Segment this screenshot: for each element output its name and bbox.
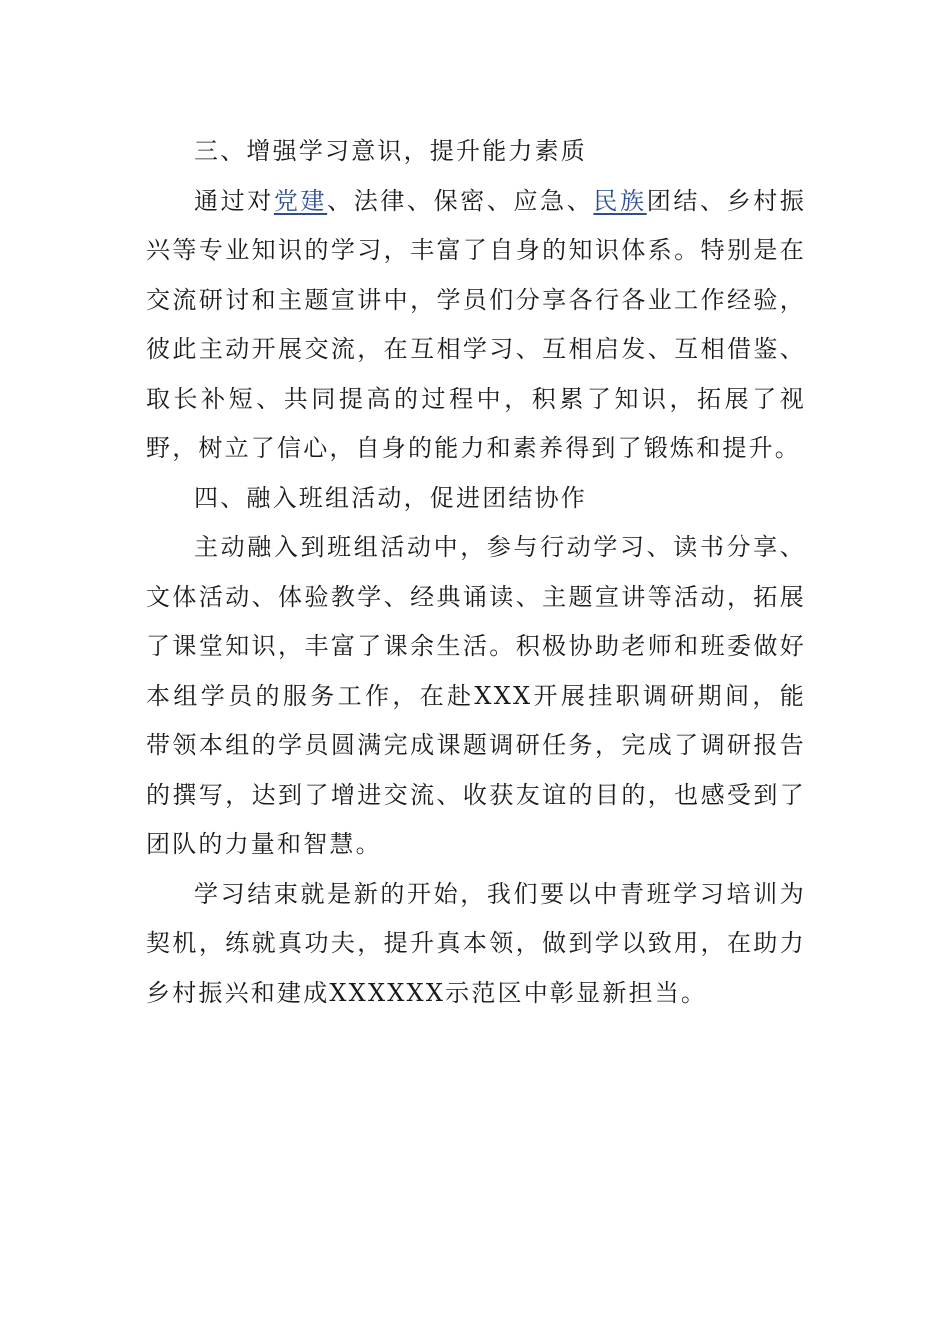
link-party-building[interactable]: 党建 — [273, 186, 328, 215]
paragraph-text: 、法律、保密、应急、 — [327, 186, 594, 215]
heading-section-four: 四、融入班组活动，促进团结协作 — [194, 483, 587, 512]
paragraph-text: 通过对 — [194, 186, 274, 215]
document-body — [146, 127, 806, 1018]
link-ethnic[interactable]: 民族 — [593, 186, 647, 215]
heading-section-three: 三、增强学习意识，提升能力素质 — [194, 137, 587, 165]
paragraph-closing: 学习结束就是新的开始，我们要以中青班学习培训为契机，练就真功夫，提升真本领，做到学以致用，在助力乡村振兴和建成XXXXXX示范区中彰显新担当。 — [146, 879, 806, 1007]
paragraph-section-four: 主动融入到班组活动中，参与行动学习、读书分享、文体活动、体验教学、经典诵读、主题宣讲等活动，拓展了课堂知识，丰富了课余生活。积极协助老师和班委做好本组学员的服务工作，在赴XXX开展挂职调研期间，能带领本组的学员圆满完成课题调研任务，完成了调研报告的撰写，达到了增进交流、收获友谊的目的，也感受到了团队的力量和智慧。 — [146, 533, 806, 858]
paragraph-section-three — [146, 177, 806, 474]
paragraph-text: 团结、乡村振兴等专业知识的学习，丰富了自身的知识体系。特别是在交流研讨和主题宣讲中，学员们分享各行各业工作经验，彼此主动开展交流，在互相学习、互相启发、互相借鉴、取长补短、共同提高的过程中，积累了知识，拓展了视野，树立了信心，自身的能力和素养得到了锻炼和提升。 — [146, 186, 807, 462]
